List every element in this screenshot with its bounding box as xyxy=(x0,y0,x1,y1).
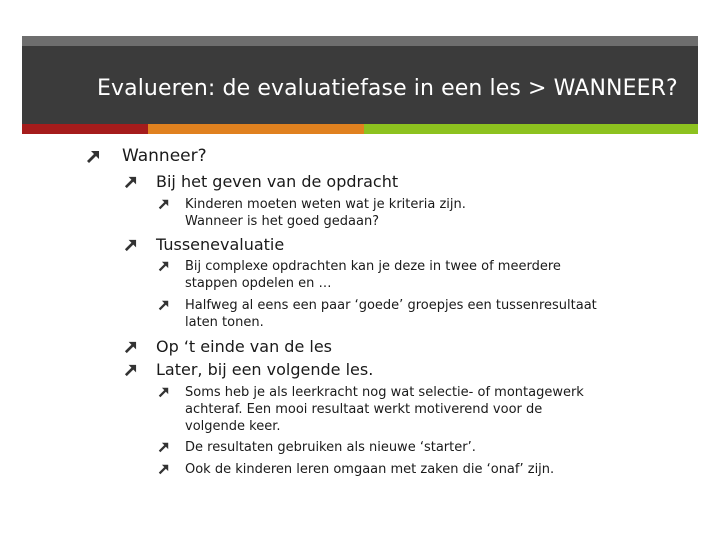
diagonal-arrow-icon xyxy=(158,261,169,272)
sub-bullet-text: achteraf. Een mooi resultaat werkt motiverend voor de xyxy=(185,402,543,417)
sub-bullet-text: Soms heb je als leerkracht nog wat selectie- of montagewerk xyxy=(185,385,584,400)
sub-bullet-text: stappen opdelen en … xyxy=(185,276,332,291)
sub-bullet-text: Bij complexe opdrachten kan je deze in twee of meerdere xyxy=(185,259,561,274)
sub-bullet-text: volgende keer. xyxy=(185,419,281,434)
sub-bullet-text: Wanneer is het goed gedaan? xyxy=(185,214,380,229)
sub-bullet-text: laten tonen. xyxy=(185,315,264,330)
diagonal-arrow-icon xyxy=(158,387,169,398)
diagonal-arrow-icon xyxy=(124,239,137,252)
diagonal-arrow-icon xyxy=(124,364,137,377)
bullet-text: Op ‘t einde van de les xyxy=(156,337,333,356)
diagonal-arrow-icon xyxy=(86,150,100,164)
slide-title: Evalueren: de evaluatiefase in een les > WANNEER? xyxy=(97,76,678,101)
bullet-text: Tussenevaluatie xyxy=(156,235,285,254)
diagonal-arrow-icon xyxy=(158,464,169,475)
diagonal-arrow-icon xyxy=(124,341,137,354)
sub-bullet-text: Halfweg al eens een paar ‘goede’ groepjes een tussenresultaat xyxy=(185,298,597,313)
sub-bullet-text: De resultaten gebruiken als nieuwe ‘starter’. xyxy=(185,440,476,455)
diagonal-arrow-icon xyxy=(124,176,137,189)
sub-bullet-text: Kinderen moeten weten wat je kriteria zijn. xyxy=(185,197,466,212)
diagonal-arrow-icon xyxy=(158,442,169,453)
bullet-text: Later, bij een volgende les. xyxy=(156,360,374,379)
sub-bullet-text: Ook de kinderen leren omgaan met zaken die ‘onaf’ zijn. xyxy=(185,462,555,477)
bullet-text: Bij het geven van de opdracht xyxy=(156,172,399,191)
diagonal-arrow-icon xyxy=(158,199,169,210)
diagonal-arrow-icon xyxy=(158,300,169,311)
main-bullet-text: Wanneer? xyxy=(122,146,207,166)
